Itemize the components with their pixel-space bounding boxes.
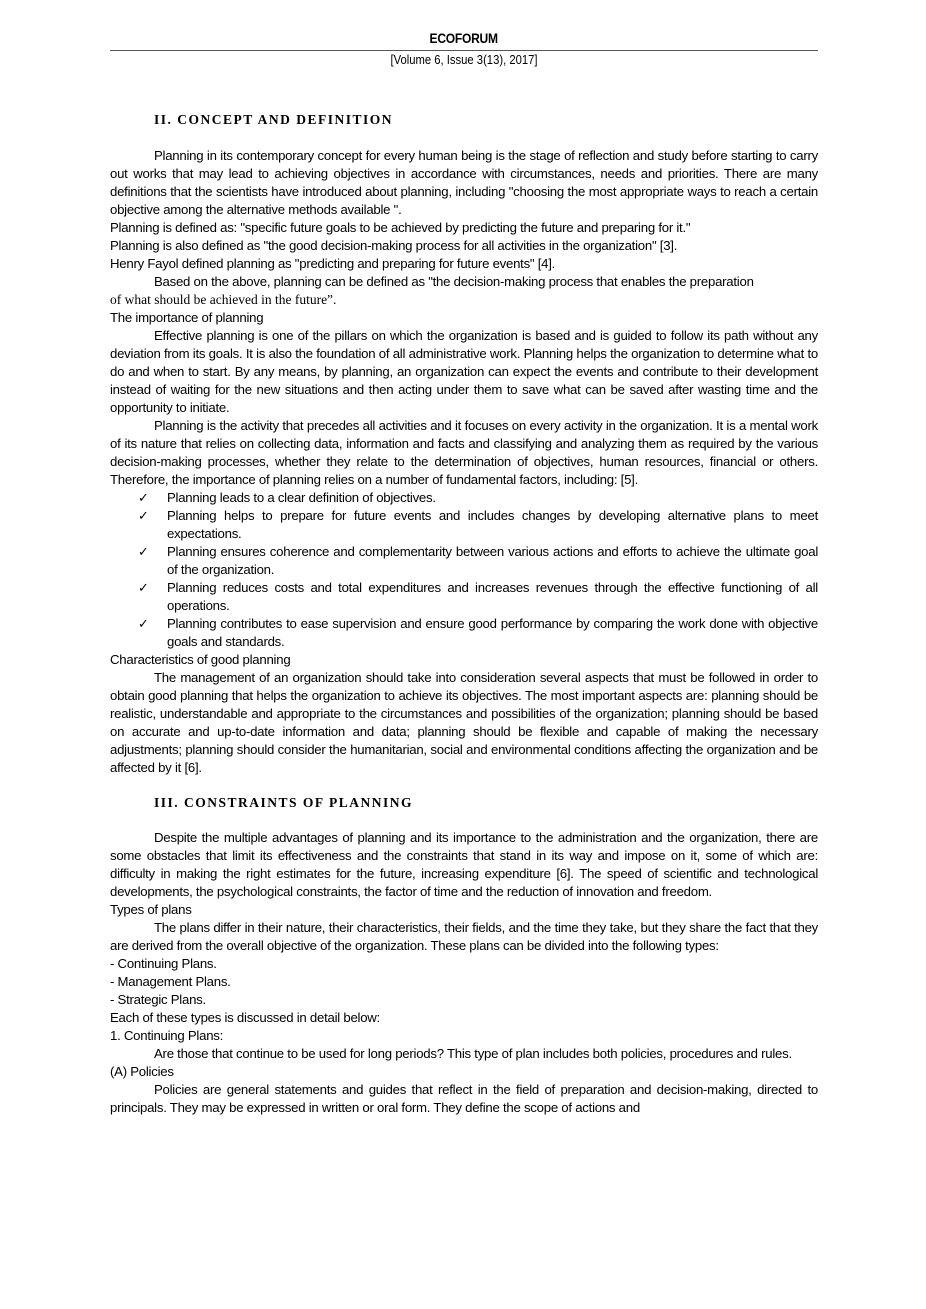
paragraph-line: Henry Fayol defined planning as "predicting and preparing for future events" [4]. — [110, 256, 556, 271]
subheading-policies: (A) Policies — [110, 1064, 174, 1079]
paragraph: Planning in its contemporary concept for every human being is the stage of reflection and study before starting to carry out works that may lead to achieving objectives in accordance with circumstances, needs and priorities. There are many definitions that the scientists have introduced about planning, including "choosing the most appropriate ways to reach a certain objective among the alternative methods available ". — [110, 148, 818, 217]
checkmark-icon: ✓ — [138, 508, 149, 523]
paragraph: Planning is the activity that precedes all activities and it focuses on every activity in the organization. It is a mental work of its nature that relies on collecting data, information and facts and classifying and analyzing them as required by the various decision-making processes, whether they relate to the determination of objectives, human resources, financial or others. Therefore, the importance of planning relies on a number of fundamental factors, including: [5]. — [110, 418, 818, 487]
checkmark-icon: ✓ — [138, 580, 149, 595]
section-heading-constraints: III. CONSTRAINTS OF PLANNING — [154, 795, 414, 810]
list-item: - Strategic Plans. — [110, 992, 206, 1007]
volume-info: [Volume 6, Issue 3(13), 2017] — [390, 53, 538, 67]
paragraph: Policies are general statements and guides that reflect in the field of preparation and decision-making, directed to principals. They may be expressed in written or oral form. They define the scope of actions and — [110, 1082, 818, 1115]
subheading-types: Types of plans — [110, 902, 192, 917]
list-item: - Continuing Plans. — [110, 956, 217, 971]
paragraph: Based on the above, planning can be defined as "the decision-making process that enables the preparation — [154, 274, 754, 289]
checkmark-icon: ✓ — [138, 490, 149, 505]
paragraph: Despite the multiple advantages of planning and its importance to the administration and the organization, there are some obstacles that limit its effectiveness and the constraints that stand in its way and impose on it, some of which are: difficulty in making the right estimates for the future, increasing expenditure [6]. The speed of scientific and technological developments, the psychological constraints, the factor of time and the reduction of innovation and freedom. — [110, 830, 818, 899]
paragraph: The management of an organization should take into consideration several aspects that must be followed in order to obtain good planning that helps the organization to achieve its objectives. The most important aspects are: planning should be realistic, understandable and appropriate to the circumstances and possibilities of the organization; planning should be based on accurate and up-to-date information and data; planning should be flexible and capable of making the necessary adjustments; planning should consider the humanitarian, social and environmental conditions affecting the organization and be affected by it [6]. — [110, 670, 818, 775]
subheading-importance: The importance of planning — [110, 310, 264, 325]
journal-name: ECOFORUM — [429, 30, 499, 46]
subheading-characteristics: Characteristics of good planning — [110, 652, 291, 667]
list-item: ✓ Planning reduces costs and total expenditures and increases revenues through the effective functioning of all operations. — [138, 580, 818, 613]
paragraph: Are those that continue to be used for long periods? This type of plan includes both policies, procedures and rules. — [154, 1046, 792, 1061]
checkmark-icon: ✓ — [138, 616, 149, 631]
journal-header — [110, 30, 818, 48]
paragraph: The plans differ in their nature, their characteristics, their fields, and the time they take, but they share the fact that they are derived from the overall objective of the organization. These plans can be divided into the following types: — [110, 920, 818, 953]
paragraph-line: Each of these types is discussed in detail below: — [110, 1010, 380, 1025]
header-rule — [110, 50, 818, 51]
list-item: - Management Plans. — [110, 974, 231, 989]
paragraph-continuation: of what should be achieved in the future”. — [110, 292, 337, 307]
list-item: ✓ Planning contributes to ease supervision and ensure good performance by comparing the work done with objective goals and standards. — [138, 616, 818, 649]
subheading-continuing: 1. Continuing Plans: — [110, 1028, 224, 1043]
list-item: ✓ Planning leads to a clear definition of objectives. — [138, 490, 436, 505]
page-body — [110, 111, 818, 1117]
checkmark-icon: ✓ — [138, 544, 149, 559]
list-item: ✓ Planning ensures coherence and complementarity between various actions and efforts to achieve the ultimate goal of the organization. — [138, 544, 818, 577]
list-item: ✓ Planning helps to prepare for future events and includes changes by developing alternative plans to meet expectations. — [138, 508, 818, 541]
paragraph-line: Planning is also defined as "the good decision-making process for all activities in the organization" [3]. — [110, 238, 678, 253]
check-list — [110, 489, 818, 651]
section-heading-concept: II. CONCEPT AND DEFINITION — [154, 112, 394, 127]
paragraph-line: Planning is defined as: "specific future goals to be achieved by predicting the future and preparing for it." — [110, 220, 691, 235]
paragraph: Effective planning is one of the pillars on which the organization is based and is guided to follow its path without any deviation from its goals. It is also the foundation of all administrative work. Planning helps the organization to determine what to do and when to start. By any means, by planning, an organization can expect the events and contribute to their development instead of waiting for the new situations and then acting under them to save what can be saved after wasting time and the opportunity to initiate. — [110, 328, 818, 415]
